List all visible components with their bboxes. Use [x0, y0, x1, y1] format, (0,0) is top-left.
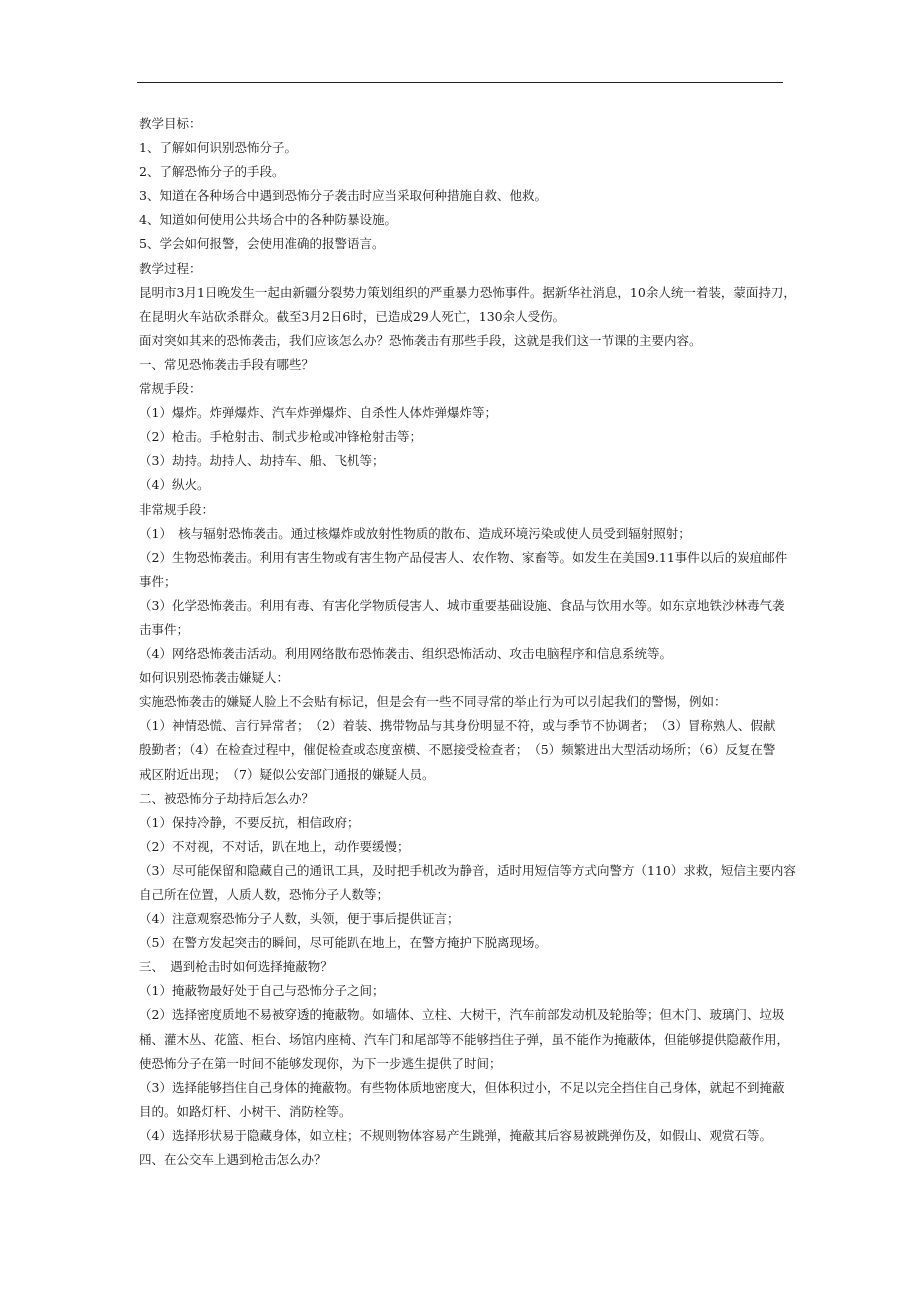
text-line: （2）不对视，不对话，趴在地上，动作要缓慢； [139, 838, 410, 854]
text-line: 教学目标： [139, 116, 202, 131]
text-line: 使恐怖分子在第一时间不能够发现你，为下一步逃生提供了时间； [139, 1055, 502, 1071]
text-line: （3）选择能够挡住自己身体的掩蔽物。有些物体质地密度大，但体积过小，不足以完全挡住自己身体，就起不到掩蔽 [139, 1079, 785, 1095]
text-line: （5）在警方发起突击的瞬间，尽可能趴在地上，在警方掩护下脱离现场。 [139, 935, 547, 951]
text-line: （3）劫持。劫持人、劫持车、船、飞机等； [139, 453, 385, 469]
text-line: （2）选择密度质地不易被穿透的掩蔽物。如墙体、立柱、大树干，汽车前部发动机及轮胎等；但木门、玻璃门、垃圾 [139, 1007, 785, 1023]
text-line: （2）生物恐怖袭击。利用有害生物或有害生物产品侵害人、农作物、家畜等。如发生在美国9.11事件以后的炭疽邮件 [139, 549, 788, 565]
text-line: 戒区附近出现； （7）疑似公安部门通报的嫌疑人员。 [139, 766, 435, 782]
text-line: （1）神情恐慌、言行异常者； （2）着装、携带物品与其身份明显不符，或与季节不协调者； （3）冒称熟人、假献 [139, 718, 776, 734]
document-body [139, 112, 796, 1172]
text-line: 二、被恐怖分子劫持后怎么办？ [139, 790, 315, 806]
text-line: 2、了解恐怖分子的手段。 [139, 164, 285, 180]
text-line: 如何识别恐怖袭击嫌疑人： [139, 670, 290, 686]
text-line: 目的。如路灯杆、小树干、消防栓等。 [139, 1103, 352, 1119]
text-line: 四、在公交车上遇到枪击怎么办？ [139, 1152, 327, 1168]
text-line: （4）注意观察恐怖分子人数，头领，便于事后提供证言； [139, 911, 460, 927]
text-line: 三、 遇到枪击时如何选择掩蔽物？ [139, 959, 333, 975]
header-rule [137, 82, 783, 83]
text-line: 3、知道在各种场合中遇到恐怖分子袭击时应当采取何种措施自救、他救。 [139, 188, 547, 204]
text-line: （2）枪击。手枪射击、制式步枪或冲锋枪射击等； [139, 429, 422, 445]
text-line: 4、知道如何使用公共场合中的各种防暴设施。 [139, 212, 397, 228]
text-line: （1）掩蔽物最好处于自己与恐怖分子之间； [139, 983, 385, 999]
text-line: 5、学会如何报警，会使用准确的报警语言。 [139, 236, 385, 252]
text-line: （1）保持冷静，不要反抗，相信政府； [139, 814, 360, 830]
text-line: 桶、灌木丛、花篮、柜台、场馆内座椅、汽车门和尾部等不能够挡住子弹，虽不能作为掩蔽体，但能够提供隐蔽作用， [139, 1031, 790, 1047]
text-line: 一、常见恐怖袭击手段有哪些？ [139, 356, 315, 372]
text-line: 面对突如其来的恐怖袭击，我们应该怎么办？恐怖袭击有那些手段，这就是我们这一节课的主要内容。 [139, 332, 702, 348]
text-line: （4）选择形状易于隐藏身体，如立柱；不规则物体容易产生跳弹，掩蔽其后容易被跳弹伤及，如假山、观赏石等。 [139, 1127, 772, 1143]
text-line: 事件； [139, 573, 177, 589]
text-line: 1、了解如何识别恐怖分子。 [139, 140, 297, 156]
text-line: （4）纵火。 [139, 477, 210, 493]
text-line: 自己所在位置，人质人数，恐怖分子人数等； [139, 887, 390, 902]
text-line: 昆明市3月1日晚发生一起由新疆分裂势力策划组织的严重暴力恐怖事件。据新华社消息，10余人统一着装，蒙面持刀， [139, 284, 796, 300]
text-line: 在昆明火车站砍杀群众。截至3月2日6时，已造成29人死亡，130余人受伤。 [139, 308, 566, 324]
text-line: （3）化学恐怖袭击。利用有毒、有害化学物质侵害人、城市重要基础设施、食品与饮用水等。如东京地铁沙林毒气袭 [139, 597, 785, 613]
text-line: （4）网络恐怖袭击活动。利用网络散布恐怖袭击、组织恐怖活动、攻击电脑程序和信息系统等。 [139, 646, 672, 662]
text-line: 实施恐怖袭击的嫌疑人脸上不会贴有标记，但是会有一些不同寻常的举止行为可以引起我们的警惕，例如： [139, 694, 727, 710]
text-line: 殷勤者；（4）在检查过程中，催促检查或态度蛮横、不愿接受检查者； （5）频繁进出大型活动场所；（6）反复在警 [139, 742, 776, 758]
text-line: （1）爆炸。炸弹爆炸、汽车炸弹爆炸、自杀性人体炸弹爆炸等； [139, 405, 497, 421]
text-line: （1） 核与辐射恐怖袭击。通过核爆炸或放射性物质的散布、造成环境污染或使人员受到辐射照射； [139, 525, 691, 541]
text-line: 非常规手段： [139, 501, 215, 517]
text-line: （3）尽可能保留和隐藏自己的通讯工具，及时把手机改为静音，适时用短信等方式向警方（110）求救，短信主要内容 [139, 862, 796, 878]
text-line: 击事件； [139, 621, 190, 637]
text-line: 常规手段： [139, 381, 202, 397]
text-line: 教学过程： [139, 260, 202, 276]
